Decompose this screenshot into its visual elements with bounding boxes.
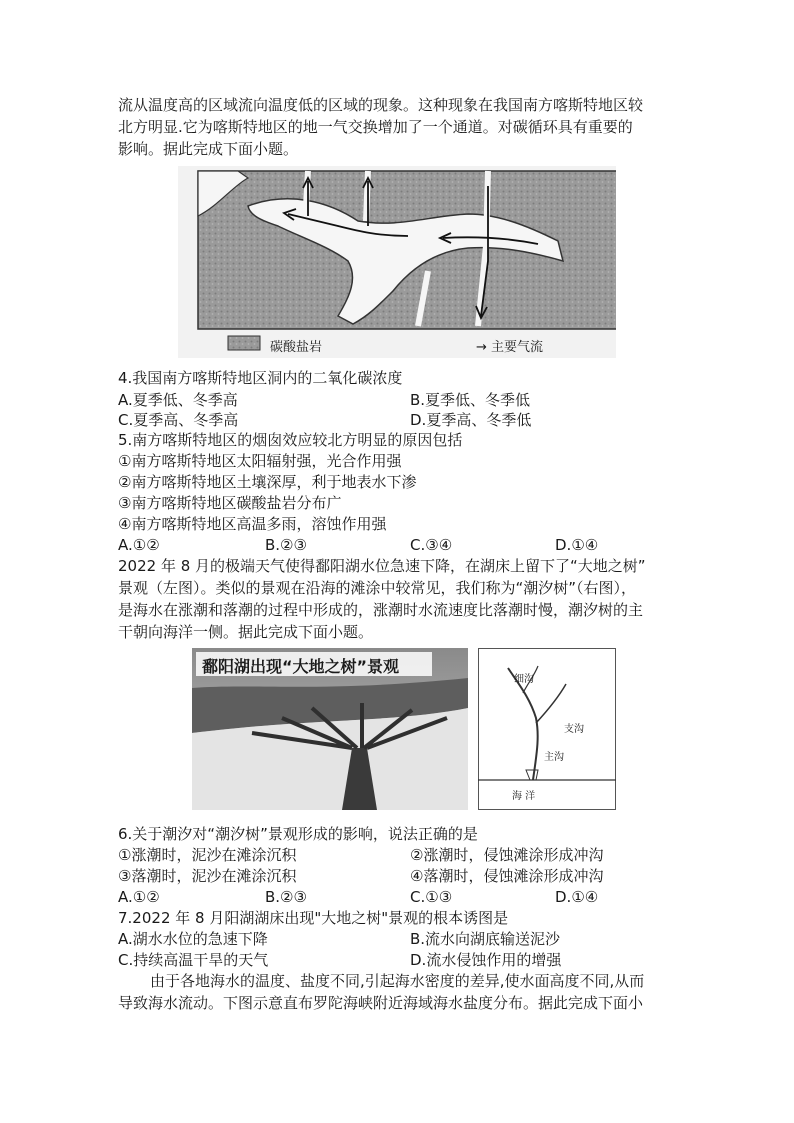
karst-cave-diagram: [178, 166, 616, 358]
karst-cave-figure: [178, 166, 616, 358]
intro-line-2: 北方明显.它为喀斯特地区的地一气交换增加了一个通道。对碳循环具有重要的: [118, 118, 633, 136]
fine-ditch-label: 细沟: [514, 674, 534, 685]
intro-line-1: 流从温度高的区域流向温度低的区域的现象。这种现象在我国南方喀斯特地区较: [118, 96, 644, 114]
q6-statement-2: ②涨潮时，侵蚀滩涂形成冲沟: [410, 846, 604, 864]
q6-statement-3: ③落潮时，泥沙在滩涂沉积: [118, 867, 297, 885]
q7-option-a: A.湖水水位的急速下降: [118, 930, 268, 948]
q6-option-c: C.①③: [410, 888, 453, 906]
passage2-line-4: 干朝向海洋一侧。据此完成下面小题。: [118, 623, 374, 641]
q5-statement-3: ③南方喀斯特地区碳酸盐岩分布广: [118, 494, 342, 512]
q7-option-c: C.持续高温干旱的天气: [118, 951, 269, 969]
passage3-line-1: 由于各地海水的温度、盐度不同,引起海水密度的差异,使水面高度不同,从而: [150, 972, 645, 990]
passage2-line-1: 2022 年 8 月的极端天气使得鄱阳湖水位急速下降，在湖床上留下了“大地之树”: [118, 557, 646, 575]
main-ditch-label: 主沟: [544, 752, 564, 763]
q5-statement-2: ②南方喀斯特地区土壤深厚，利于地表水下渗: [118, 473, 417, 491]
q4-stem: 4.我国南方喀斯特地区洞内的二氧化碳浓度: [118, 369, 403, 387]
photo-title: 鄱阳湖出现“大地之树”景观: [202, 657, 400, 676]
q4-option-b: B.夏季低、冬季低: [410, 391, 531, 409]
branch-ditch-label: 支沟: [564, 724, 584, 735]
q6-stem: 6.关于潮汐对“潮汐树”景观形成的影响，说法正确的是: [118, 825, 478, 843]
q5-stem: 5.南方喀斯特地区的烟囱效应较北方明显的原因包括: [118, 431, 463, 449]
q6-statement-1: ①涨潮时，泥沙在滩涂沉积: [118, 846, 297, 864]
legend-rock-label: 碳酸盐岩: [270, 340, 323, 355]
q5-statement-4: ④南方喀斯特地区高温多雨，溶蚀作用强: [118, 515, 387, 533]
q6-options: [0, 886, 794, 908]
q5-option-d: D.①④: [555, 536, 599, 554]
q5-option-b: B.②③: [265, 536, 307, 554]
q6-statement-4: ④落潮时，侵蚀滩涂形成冲沟: [410, 867, 604, 885]
q5-option-c: C.③④: [410, 536, 453, 554]
legend-flow-label: → 主要气流: [476, 340, 544, 355]
passage2-line-3: 是海水在涨潮和落潮的过程中形成的，涨潮时水流速度比落潮时慢，潮汐树的主: [118, 601, 644, 619]
earth-tree-photo: [192, 648, 468, 810]
q6-option-b: B.②③: [265, 888, 307, 906]
passage3-line-2: 导致海水流动。下图示意直布罗陀海峡附近海域海水盐度分布。据此完成下面小: [118, 994, 644, 1012]
q7-option-d: D.流水侵蚀作用的增强: [410, 951, 562, 969]
tidal-tree-sketch: [478, 648, 616, 810]
q5-statement-1: ①南方喀斯特地区太阳辐射强，光合作用强: [118, 452, 402, 470]
q4-option-d: D.夏季高、冬季低: [410, 411, 532, 429]
q4-option-c: C.夏季高、冬季高: [118, 411, 239, 429]
q6-option-a: A.①②: [118, 888, 160, 906]
intro-line-3: 影响。据此完成下面小题。: [118, 140, 299, 158]
q4-option-a: A.夏季低、冬季高: [118, 391, 238, 409]
passage2-line-2: 景观（左图）。类似的景观在沿海的滩涂中较常见，我们称为“潮汐树”（右图），: [118, 579, 637, 597]
legend-rock-swatch: [228, 336, 260, 350]
q5-option-a: A.①②: [118, 536, 160, 554]
sea-label: 海 洋: [512, 791, 536, 802]
q5-options: [0, 534, 794, 556]
tidal-tree-diagram: [478, 648, 616, 810]
q7-option-b: B.流水向湖底输送泥沙: [410, 930, 561, 948]
q7-stem: 7.2022 年 8 月阳湖湖床出现"大地之树"景观的根本诱图是: [118, 909, 509, 927]
q6-option-d: D.①④: [555, 888, 599, 906]
